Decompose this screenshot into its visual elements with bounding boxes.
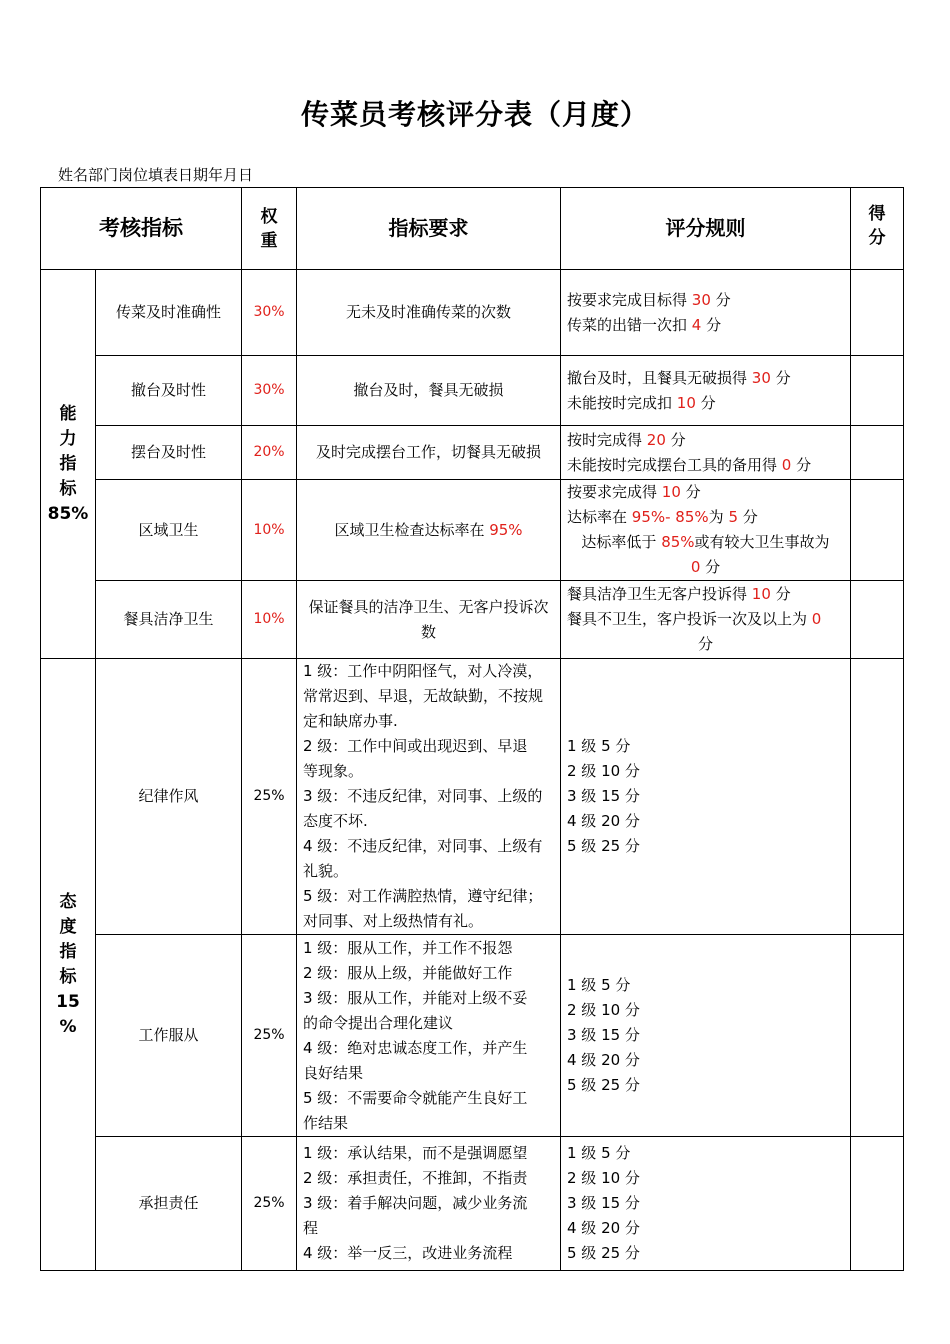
rule-cell	[561, 356, 851, 426]
requirement-line: 的命令提出合理化建议	[303, 1013, 454, 1032]
requirement-line: 1 级：承认结果，而不是强调愿望	[303, 1144, 528, 1162]
requirement-text: 区域卫生检查达标率在	[334, 520, 490, 539]
section-label-line: 指	[59, 941, 77, 962]
rule-text: 未能按时完成摆台工具的备用得	[567, 455, 782, 474]
section-label-line: 度	[59, 916, 77, 937]
rule-cell	[561, 426, 851, 480]
rule-text: 传菜的出错一次扣	[567, 315, 692, 334]
rule-cell	[561, 935, 851, 1137]
indicator-name: 摆台及时性	[96, 426, 242, 480]
section-label	[41, 659, 96, 1271]
rule-text: 达标率在	[567, 508, 632, 526]
rule-line: 3 级 15 分	[567, 1194, 640, 1212]
weight-value: 20%	[242, 426, 297, 480]
rule-text: 30	[691, 290, 711, 309]
table-row	[41, 935, 904, 1137]
rule-line	[567, 366, 844, 391]
weight-value: 25%	[242, 1137, 297, 1271]
rule-text: 分	[770, 368, 791, 387]
rule-text: 10	[661, 483, 681, 501]
rule-line: 5 级 25 分	[567, 1076, 640, 1094]
requirement-line: 程	[303, 1219, 319, 1237]
requirement-cell	[297, 1137, 561, 1271]
indicator-name: 餐具洁净卫生	[96, 581, 242, 659]
section-label-line: 15	[56, 991, 80, 1012]
indicator-name: 撤台及时性	[96, 356, 242, 426]
requirement-cell: 及时完成摆台工作，切餐具无破损	[297, 426, 561, 480]
rule-text: 按要求完成得	[567, 483, 662, 501]
score-cell[interactable]	[851, 659, 904, 935]
rule-text: 为	[708, 508, 729, 526]
requirement-line: 常常迟到、早退，无故缺勤，不按规	[303, 687, 544, 705]
rule-text: 达标率低于	[581, 533, 662, 551]
requirement-line: 5 级：对工作满腔热情，遵守纪律；	[303, 887, 543, 905]
indicator-name: 纪律作风	[96, 659, 242, 935]
requirement-value: 95%	[489, 520, 523, 539]
requirement-line: 4 级：举一反三，改进业务流程	[303, 1244, 513, 1262]
requirement-cell: 撤台及时，餐具无破损	[297, 356, 561, 426]
rule-text: 10	[676, 393, 696, 412]
rule-text: 4	[691, 315, 702, 334]
rule-text: 分	[680, 483, 701, 501]
rule-text: 95%- 85%	[631, 508, 709, 526]
weight-value: 25%	[242, 659, 297, 935]
rule-line: 4 级 20 分	[567, 1051, 640, 1069]
rule-line	[567, 607, 844, 632]
rule-line: 5 级 25 分	[567, 1244, 640, 1262]
rule-text: 分	[697, 635, 713, 653]
section-label-line: 能	[59, 403, 77, 424]
rule-text: 10	[751, 585, 771, 603]
score-cell[interactable]	[851, 581, 904, 659]
rule-text: 分	[695, 393, 716, 412]
rule-line	[567, 480, 844, 505]
section-label-line: 85%	[47, 503, 89, 524]
requirement-line: 良好结果	[303, 1063, 364, 1082]
rule-text: 20	[646, 430, 666, 449]
rule-line: 1 级 5 分	[567, 1144, 631, 1162]
rule-line	[567, 313, 844, 338]
rule-line	[567, 505, 844, 530]
score-cell[interactable]	[851, 270, 904, 356]
weight-value: 25%	[242, 935, 297, 1137]
requirement-cell: 无未及时准确传菜的次数	[297, 270, 561, 356]
indicator-name: 区域卫生	[96, 480, 242, 581]
score-cell[interactable]	[851, 1137, 904, 1271]
page-title: 传菜员考核评分表（月度）	[300, 98, 649, 131]
requirement-cell	[297, 659, 561, 935]
rule-cell	[561, 581, 851, 659]
requirement-line: 2 级：工作中间或出现迟到、早退	[303, 737, 528, 755]
indicator-name: 传菜及时准确性	[96, 270, 242, 356]
rule-line: 2 级 10 分	[567, 762, 640, 780]
requirement-line: 对同事、对上级热情有礼。	[303, 912, 484, 930]
rule-line: 1 级 5 分	[567, 737, 631, 755]
rule-text: 分	[791, 455, 812, 474]
rule-text: 分	[710, 290, 731, 309]
table-row	[41, 426, 904, 480]
rule-line: 2 级 10 分	[567, 1169, 640, 1187]
requirement-line: 3 级：着手解决问题，减少业务流	[303, 1194, 528, 1212]
rule-text: 0	[811, 610, 822, 628]
table-row	[41, 1137, 904, 1271]
rule-text: 撤台及时，且餐具无破损得	[567, 368, 752, 387]
requirement-cell	[297, 935, 561, 1137]
requirement-line: 态度不坏.	[303, 812, 368, 830]
rule-line: 3 级 15 分	[567, 1026, 640, 1044]
rule-text: 按时完成得	[567, 430, 647, 449]
rule-line	[567, 288, 844, 313]
indicator-name: 工作服从	[96, 935, 242, 1137]
rule-text: 分	[665, 430, 686, 449]
rule-line	[567, 530, 844, 555]
requirement-line: 5 级：不需要命令就能产生良好工	[303, 1088, 528, 1107]
rule-text: 或有较大卫生事故为	[694, 533, 830, 551]
requirement-cell: 保证餐具的洁净卫生、无客户投诉次数	[297, 581, 561, 659]
section-label	[41, 270, 96, 659]
header-weight	[242, 188, 297, 270]
table-row	[41, 480, 904, 581]
rule-text: 按要求完成目标得	[567, 290, 692, 309]
rule-cell	[561, 659, 851, 935]
header-score	[851, 188, 904, 270]
rule-line: 3 级 15 分	[567, 787, 640, 805]
rule-text: 0	[690, 558, 701, 576]
rule-text: 分	[770, 585, 791, 603]
table-row	[41, 581, 904, 659]
rule-line	[567, 632, 844, 657]
header-weight-text: 权重	[260, 206, 278, 251]
indicator-name: 承担责任	[96, 1137, 242, 1271]
table-row	[41, 270, 904, 356]
header-fields: 姓名部门岗位填表日期年月日	[58, 166, 254, 184]
requirement-line: 1 级：服从工作，并工作不报怨	[303, 938, 513, 957]
score-cell[interactable]	[851, 935, 904, 1137]
rule-line	[567, 555, 844, 580]
requirement-line: 1 级：工作中阴阳怪气，对人冷漠，	[303, 662, 543, 680]
section-label-line: %	[59, 1016, 77, 1037]
weight-value: 30%	[242, 270, 297, 356]
rule-text: 餐具不卫生，客户投诉一次及以上为	[567, 610, 812, 628]
rule-text: 分	[737, 508, 758, 526]
evaluation-table	[40, 187, 904, 1271]
requirement-line: 3 级：服从工作，并能对上级不妥	[303, 988, 528, 1007]
header-rule: 评分规则	[561, 188, 851, 270]
section-label-line: 力	[59, 428, 77, 449]
rule-cell	[561, 480, 851, 581]
requirement-line: 2 级：服从上级，并能做好工作	[303, 963, 513, 982]
rule-cell	[561, 270, 851, 356]
rule-text: 餐具洁净卫生无客户投诉得	[567, 585, 752, 603]
rule-line: 1 级 5 分	[567, 976, 631, 994]
requirement-line: 定和缺席办事.	[303, 712, 398, 730]
rule-text: 5	[728, 508, 738, 526]
score-cell[interactable]	[851, 426, 904, 480]
rule-text: 0	[781, 455, 792, 474]
weight-value: 10%	[242, 581, 297, 659]
rule-line: 4 级 20 分	[567, 1219, 640, 1237]
section-label-line: 指	[59, 453, 77, 474]
requirement-line: 2 级：承担责任，不推卸，不指责	[303, 1169, 528, 1187]
weight-value: 10%	[242, 480, 297, 581]
rule-text: 30	[751, 368, 771, 387]
header-indicator: 考核指标	[41, 188, 242, 270]
section-label-line: 标	[59, 478, 77, 499]
requirement-line: 等现象。	[303, 762, 364, 780]
rule-text: 85%	[661, 533, 695, 551]
rule-cell	[561, 1137, 851, 1271]
score-cell[interactable]	[851, 480, 904, 581]
rule-text: 分	[700, 558, 721, 576]
rule-text: 未能按时完成扣	[567, 393, 677, 412]
header-score-text: 得分	[868, 204, 886, 248]
table-row	[41, 659, 904, 935]
requirement-line: 作结果	[303, 1113, 349, 1132]
rule-line	[567, 453, 844, 478]
requirement-line: 礼貌。	[303, 862, 349, 880]
requirement-line: 4 级：不违反纪律，对同事、上级有	[303, 837, 543, 855]
section-label-line: 态	[59, 891, 77, 912]
rule-line	[567, 391, 844, 416]
rule-line: 5 级 25 分	[567, 837, 640, 855]
section-label-line: 标	[59, 966, 77, 987]
rule-line: 2 级 10 分	[567, 1001, 640, 1019]
table-row	[41, 356, 904, 426]
rule-line: 4 级 20 分	[567, 812, 640, 830]
header-row	[41, 188, 904, 270]
rule-line	[567, 582, 844, 607]
rule-text: 分	[701, 315, 722, 334]
requirement-line: 4 级：绝对忠诚态度工作，并产生	[303, 1038, 528, 1057]
requirement-cell	[297, 480, 561, 581]
table-body	[41, 270, 904, 1271]
header-requirement: 指标要求	[297, 188, 561, 270]
rule-line	[567, 428, 844, 453]
requirement-line: 3 级：不违反纪律，对同事、上级的	[303, 787, 543, 805]
score-cell[interactable]	[851, 356, 904, 426]
weight-value: 30%	[242, 356, 297, 426]
